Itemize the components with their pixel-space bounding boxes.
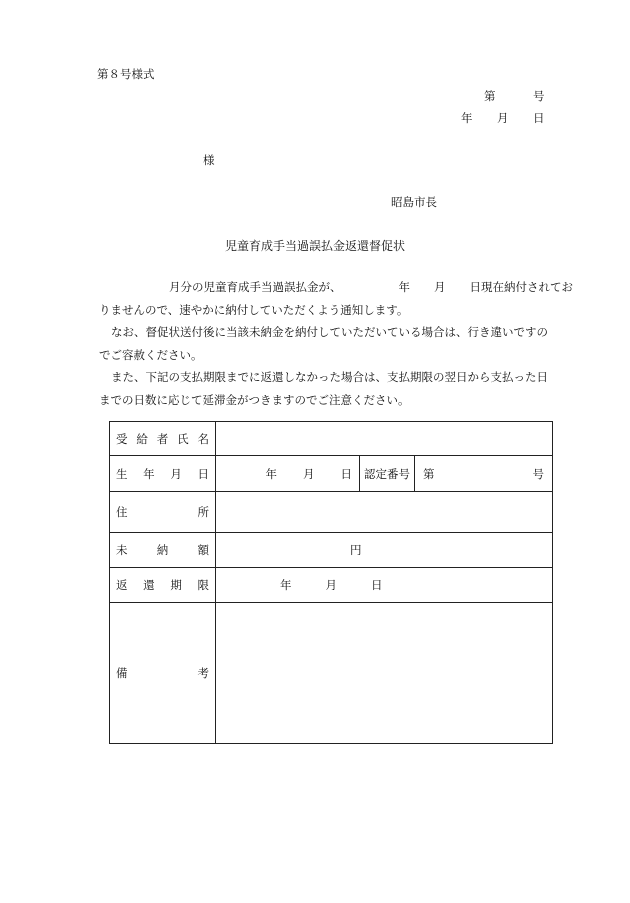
paragraph-1-line-1 (99, 276, 579, 299)
cert-number-label: 認定番号 (360, 456, 415, 491)
deadline-year: 年 (280, 578, 292, 592)
p1-text-b: 日現在納付されてお (469, 280, 573, 294)
p1-text-a: 月分の児童育成手当過誤払金が、 (169, 280, 342, 294)
dob-year: 年 (265, 466, 277, 481)
table-row-address (110, 492, 553, 533)
issue-date-day: 日 (533, 111, 545, 125)
dob-day: 日 (340, 466, 352, 481)
dob-and-cert-cell (216, 456, 553, 492)
issuer-name: 昭島市長 (391, 195, 437, 209)
table-row-deadline (110, 568, 553, 603)
paragraph-3-line-1: また、下記の支払期限までに返還しなかった場合は、支払期限の翌日から支払った日 (111, 370, 548, 384)
paragraph-1-line-2: りませんので、速やかに納付していただくよう通知します。 (99, 302, 409, 317)
deadline-month: 月 (325, 578, 337, 592)
table-row-dob (110, 456, 553, 492)
recipient-name-field[interactable] (216, 422, 553, 456)
paragraph-2-line-1: なお、督促状送付後に当該未納金を納付していただいている場合は、行き違いですの (111, 325, 548, 339)
deadline-field[interactable] (216, 568, 553, 603)
dob-field[interactable] (216, 456, 360, 491)
dob-label: 生 年 月 日 (110, 456, 216, 492)
issue-date-month: 月 (497, 111, 509, 125)
document-number-suffix: 号 (533, 89, 545, 103)
deadline-day: 日 (371, 578, 383, 592)
table-row-remarks (110, 603, 553, 744)
unpaid-unit: 円 (350, 543, 362, 557)
cert-prefix: 第 (423, 466, 435, 481)
notice-body (99, 276, 579, 411)
document-title: 児童育成手当過誤払金返還督促状 (224, 239, 405, 253)
issue-date-year: 年 (461, 111, 473, 125)
table-row-unpaid (110, 533, 553, 568)
form-id: 第８号様式 (97, 67, 155, 81)
cert-suffix: 号 (532, 466, 544, 481)
dob-month: 月 (303, 466, 315, 481)
remarks-label: 備 考 (110, 603, 216, 744)
address-label: 住 所 (110, 492, 216, 533)
deadline-label: 返 還 期 限 (110, 568, 216, 603)
address-field[interactable] (216, 492, 553, 533)
p1-month: 月 (434, 280, 446, 294)
cert-number-field[interactable] (415, 456, 552, 491)
unpaid-label: 未 納 額 (110, 533, 216, 568)
remarks-field[interactable] (216, 603, 553, 744)
paragraph-3-line-2: までの日数に応じて延滞金がつきますのでご注意ください。 (99, 392, 410, 407)
document-number-mark: 第 (484, 89, 496, 103)
unpaid-amount-field[interactable] (216, 533, 553, 568)
recipient-label: 受 給 者 氏 名 (110, 422, 216, 456)
table-row-recipient (110, 422, 553, 456)
addressee-suffix: 様 (203, 153, 215, 167)
paragraph-2-line-2: でご容赦ください。 (99, 347, 203, 362)
details-table (109, 421, 553, 744)
p1-year: 年 (398, 280, 410, 294)
